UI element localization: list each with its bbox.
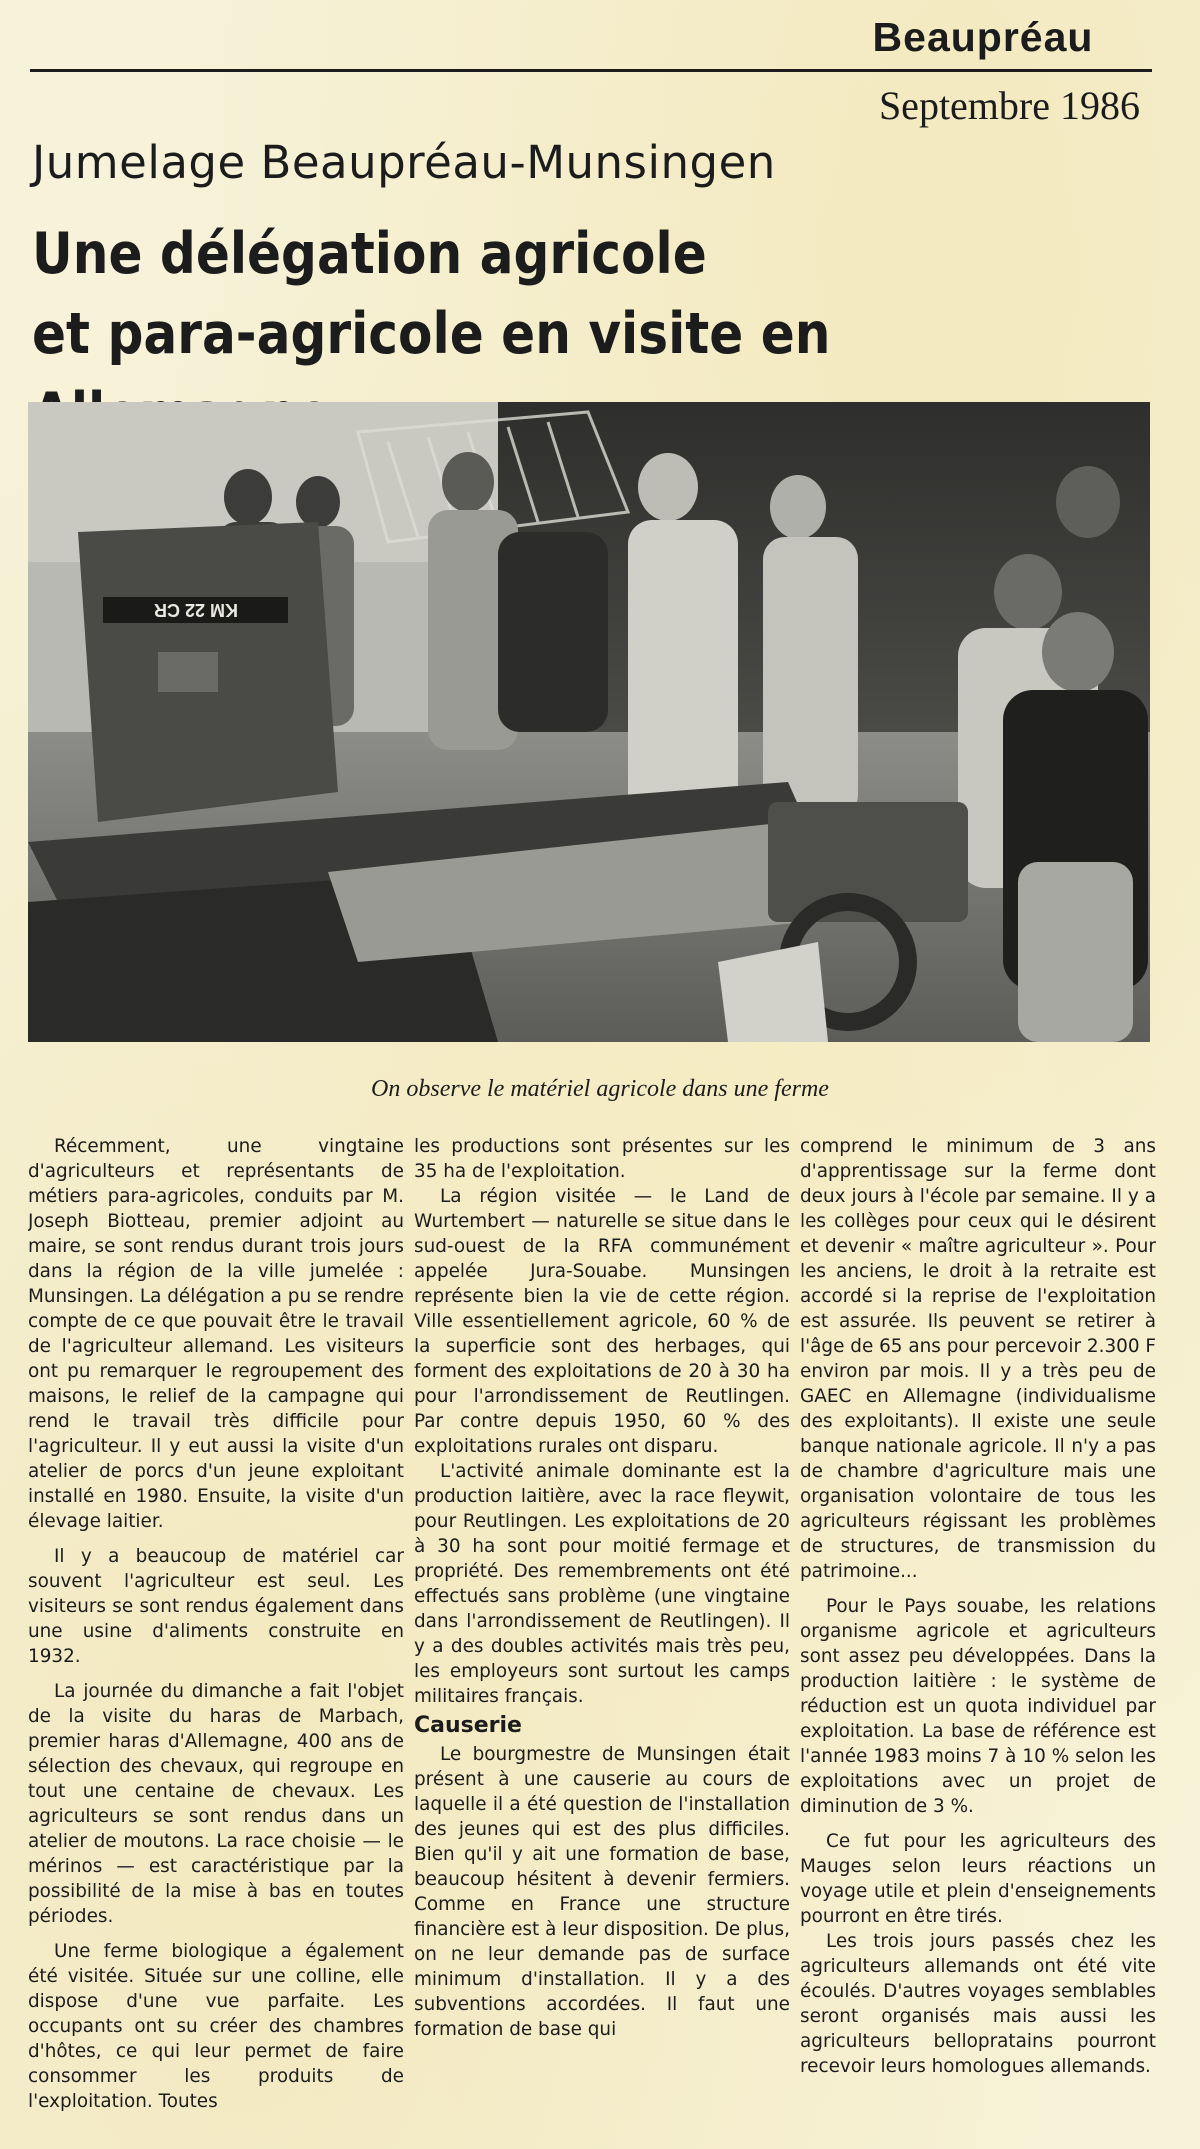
article-column-1 (28, 1134, 404, 2124)
paragraph: La journée du dimanche a fait l'objet de la visite du haras de Marbach, premier haras d'Allemagne, 400 ans de sélection des chevaux, qui regroupe en tout une centaine de chevaux. Les agriculteurs se sont rendus dans un atelier de moutons. La race choisie — le mérinos — est caractéristique par la possibilité de la mise à bas en toutes périodes. (28, 1681, 404, 1927)
article-column-3 (800, 1134, 1156, 2124)
machine-label: KM 22 CR (153, 600, 239, 620)
headline-line-2: et para-agricole en visite en (32, 301, 831, 367)
article-photo (28, 402, 1150, 1042)
paragraph: comprend le minimum de 3 ans d'apprentissage sur la ferme dont deux jours à l'école par semaine. Il y a les collèges pour ceux qui le désirent et devenir « maître agriculteur ». Pour les anciens, le droit à la retraite est accordé si la reprise de l'exploitation est assurée. Ils peuvent se retirer à l'âge de 65 ans pour percevoir 2.300 F environ par mois. Il y a très peu de GAEC en Allemagne (individualisme des exploitants). Il existe une seule banque nationale agricole. Il n'y a pas de chambre d'agriculture mais une organisation volontaire de tous les agriculteurs régissant les problèmes de structures, de transmission du patrimoine... (800, 1136, 1156, 1582)
paragraph: Ce fut pour les agriculteurs des Mauges selon leurs réactions un voyage utile et plein d'enseignements pourront en être tirés. (800, 1831, 1156, 1927)
paragraph: Récemment, une vingtaine d'agriculteurs et représentants de métiers para-agricoles, conduits par M. Joseph Biotteau, premier adjoint au maire, se sont rendus durant trois jours dans la région de la ville jumelée : Munsingen. La délégation a pu se rendre compte de ce que pouvait être le travail de l'agriculteur allemand. Les visiteurs ont pu remarquer le regroupement des maisons, le relief de la campagne qui rend le travail très difficile pour l'agriculteur. Il y eut aussi la visite d'un atelier de porcs d'un jeune exploitant installé en 1980. Ensuite, la visite d'un élevage laitier. (28, 1136, 404, 1532)
paragraph: L'activité animale dominante est la production laitière, avec la race fleywit, pour Reutlingen. Les exploitations de 20 à 30 ha sont pour moitié fermage et propriété. Des remembrements ont été effectués sans problème (une vingtaine dans l'arrondissement de Reutlingen). Il y a des doubles activités mais très peu, les employeurs sont surtout les camps militaires français. (414, 1461, 790, 1707)
section-title: Beaupréau (872, 14, 1094, 60)
paragraph: Il y a beaucoup de matériel car souvent l'agriculteur est seul. Les visiteurs se sont rendus également dans une usine d'aliments construite en 1932. (28, 1546, 404, 1667)
paragraph: les productions sont présentes sur les 35 ha de l'exploitation. (414, 1136, 790, 1182)
paragraph: Le bourgmestre de Munsingen était présent à une causerie au cours de laquelle il a été question de l'installation des jeunes qui est des plus difficiles. Bien qu'il y ait une formation de base, beaucoup hésitent à devenir fermiers. Comme en France une structure financière est à leur disposition. De plus, on ne leur demande pas de surface minimum d'installation. Il y a des subventions accordées. Il faut une formation de base qui (414, 1744, 790, 2040)
issue-date: Septembre 1986 (878, 83, 1140, 128)
paragraph: Une ferme biologique a également été visitée. Située sur une colline, elle dispose d'une vue parfaite. Les occupants ont su créer des chambres d'hôtes, ce qui leur permet de faire consommer les produits de l'exploitation. Toutes (28, 1941, 404, 2112)
photo-caption: On observe le matériel agricole dans une ferme (371, 1076, 829, 1102)
paragraph: Les trois jours passés chez les agriculteurs allemands ont été vite écoulés. D'autres voyages semblables seront organisés mais aussi les agriculteurs bellopratains pourront recevoir leurs homologues allemands. (800, 1931, 1156, 2077)
subheading: Causerie (414, 1713, 522, 1738)
farm-machinery-photo (28, 402, 1150, 1042)
paragraph: La région visitée — le Land de Wurtembert — naturelle se situe dans le sud-ouest de la RFA communément appelée Jura-Souabe. Munsingen représente bien la vie de cette région. Ville essentiellement agricole, 60 % de la superficie sont des herbages, qui forment des exploitations de 20 à 30 ha pour l'arrondissement de Reutlingen. Par contre depuis 1950, 60 % des exploitations rurales ont disparu. (414, 1186, 790, 1457)
article-column-2 (414, 1134, 790, 2124)
paragraph: Pour le Pays souabe, les relations organisme agricole et agriculteurs sont assez peu développées. Dans la production laitière : le système de réduction est un quota individuel par exploitation. La base de référence est l'année 1983 moins 7 à 10 % selon les exploitations avec un projet de diminution de 3 %. (800, 1596, 1156, 1817)
headline-line-1: Une délégation agricole (32, 221, 707, 287)
article-kicker: Jumelage Beaupréau-Munsingen (32, 136, 776, 189)
header-rule (30, 69, 1152, 72)
